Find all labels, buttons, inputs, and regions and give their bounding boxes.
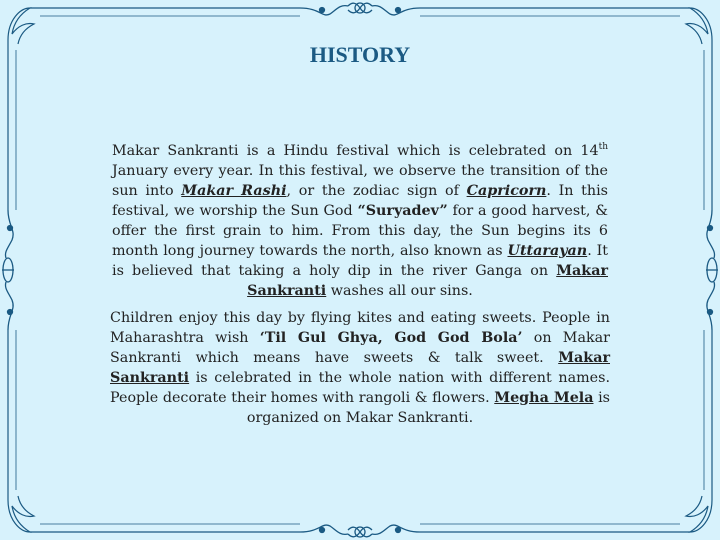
emphasis-uttarayan: Uttarayan <box>507 243 588 259</box>
superscript: th <box>598 142 608 153</box>
bottom-ornament <box>300 525 420 537</box>
emphasis-suryadev: “Suryadev” <box>357 203 448 219</box>
right-ornament <box>706 210 718 330</box>
emphasis-capricorn: Capricorn <box>466 183 547 199</box>
text: for a good harvest, & offer the first grain to him. From this day, the Sun begins its 6 month long journey towards the north, also known as <box>112 203 608 259</box>
top-ornament <box>300 3 420 15</box>
emphasis-makar-sankranti: Makar Sankranti <box>110 350 610 386</box>
text: is celebrated in the whole nation with different names. People decorate their homes with rangoli & flowers. <box>110 370 610 406</box>
emphasis-megha-mela: Megha Mela <box>494 390 594 406</box>
emphasis-makar-sankranti: Makar Sankranti <box>247 263 608 299</box>
history-paragraph-1 <box>112 141 608 301</box>
text: . It is believed that taking a holy dip in the river Ganga on <box>112 243 609 279</box>
history-paragraph-2 <box>110 308 610 428</box>
emphasis-til-gul: ‘Til Gul Ghya, God God Bola’ <box>259 330 523 346</box>
emphasis-makar-rashi: Makar Rashi <box>181 183 287 199</box>
page-title: HISTORY <box>309 42 411 67</box>
text: Children enjoy this day by flying kites and eating sweets. People in Maharashtra wish <box>110 310 610 346</box>
text: , or the zodiac sign of <box>286 183 467 199</box>
text: washes all our sins. <box>326 283 473 299</box>
left-ornament <box>2 210 14 330</box>
text: January every year. In this festival, we observe the transition of the sun into <box>112 163 608 199</box>
text: . In this festival, we worship the Sun God <box>112 183 609 219</box>
text: on Makar Sankranti which means have sweets & talk sweet. <box>110 330 610 366</box>
text: is organized on Makar Sankranti. <box>246 390 610 426</box>
text: Makar Sankranti is a Hindu festival which is celebrated on 14 <box>112 143 599 159</box>
